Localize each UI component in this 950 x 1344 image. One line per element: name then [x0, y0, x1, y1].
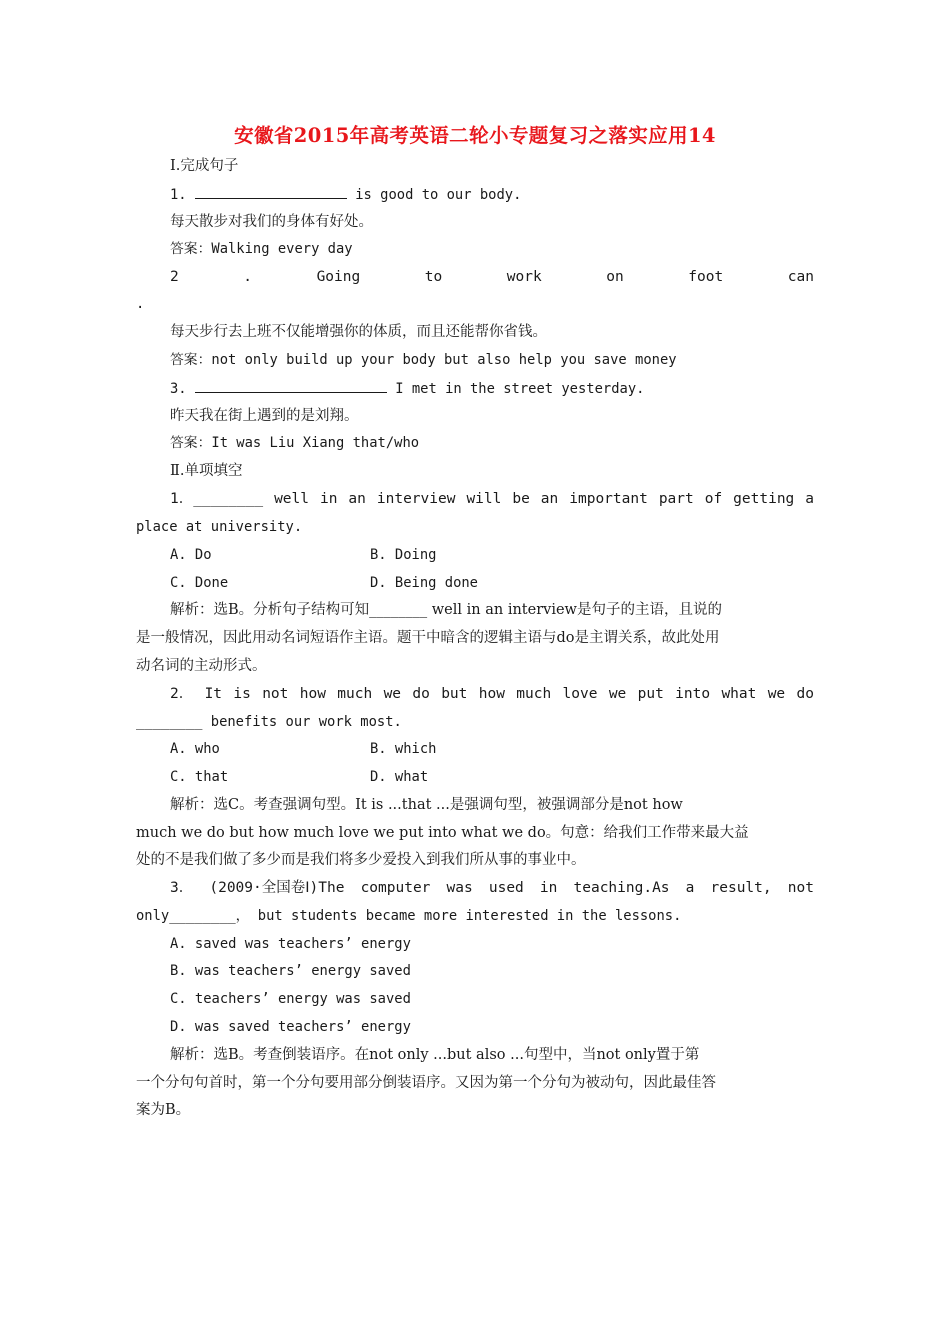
s2-q2-word: put	[637, 686, 664, 702]
s2-q2-word: much	[516, 686, 552, 702]
s2-q2-explanation-2: much we do but how much love we put into what we do。句意：给我们工作带来最大益	[136, 825, 749, 841]
s2-q3-explanation-1: 解析：选B。考查倒装语序。在not only ...but also ...句型中，当not only置于第	[170, 1047, 700, 1063]
s2-q2-word: but	[441, 686, 468, 702]
s2-q3-option-a[interactable]: A. saved was teachers’ energy	[170, 936, 411, 952]
s2-q2-word: do	[796, 686, 814, 702]
s2-q1-word: interview	[376, 491, 456, 507]
s2-q3-word: in	[539, 880, 558, 896]
s1-q2-word: Going	[316, 269, 361, 285]
s2-q1-explanation-2: 是一般情况，因此用动名词短语作主语。题干中暗含的逻辑主语与do是主谓关系，故此处用	[136, 630, 720, 646]
s1-q2-word: 2	[170, 269, 179, 285]
s2-q2-word: 2．	[170, 686, 194, 702]
s2-q3-option-d[interactable]: D. was saved teachers’ energy	[170, 1019, 411, 1035]
s2-q2-word: not	[262, 686, 289, 702]
s2-q3-option-b[interactable]: B. was teachers’ energy saved	[170, 963, 411, 979]
s2-q1-explanation-3: 动名词的主动形式。	[136, 658, 267, 674]
s2-q3-line1	[170, 878, 814, 898]
s2-q3-option-c[interactable]: C. teachers’ energy was saved	[170, 991, 411, 1007]
s2-q3-word: a	[685, 880, 695, 896]
s1-q2-word: to	[424, 269, 443, 285]
s2-q1-word: an	[540, 491, 559, 507]
s2-q2-explanation-3: 处的不是我们做了多少而是我们将多少爱投入到我们所从事的事业中。	[136, 852, 586, 868]
s1-q3-blank[interactable]	[195, 378, 387, 393]
s1-q1-line	[170, 184, 521, 205]
s1-q2-word: work	[506, 269, 542, 285]
s1-q2-word: .	[243, 269, 253, 285]
s2-q1-word: part	[658, 491, 694, 507]
s2-q3-word: was	[446, 880, 473, 896]
s2-q2-explanation-1: 解析：选C。考查强调句型。It is ...that ...是强调句型，被强调部分是not how	[170, 797, 683, 813]
s2-q3-word: not	[787, 880, 814, 896]
s2-q2-word: we	[383, 686, 402, 702]
s2-q3-word: result,	[710, 880, 772, 896]
s2-q3-word: teaching.As	[573, 880, 670, 896]
s2-q1-word: will	[466, 491, 502, 507]
s2-q3-line2: only________， but students became more interested in the lessons.	[136, 908, 682, 924]
s2-q3-explanation-3: 案为B。	[136, 1102, 191, 1118]
section2-heading: Ⅱ.单项填空	[170, 463, 243, 479]
s2-q1-word: be	[512, 491, 530, 507]
s1-q1-rest: is good to our body.	[346, 187, 522, 203]
s1-q2-word: on	[606, 269, 624, 285]
s2-q2-word: It	[204, 686, 223, 702]
s1-q1-number: 1.	[170, 187, 187, 203]
s1-q3-rest: I met in the street yesterday.	[386, 381, 645, 397]
s2-q2-option-b[interactable]: B. which	[370, 741, 437, 757]
s2-q3-word: (2009·全国卷Ⅰ)The	[209, 880, 345, 896]
s2-q2-word: we	[608, 686, 627, 702]
s2-q2-option-d[interactable]: D. what	[370, 769, 429, 785]
s2-q1-option-d[interactable]: D. Being done	[370, 575, 478, 591]
s1-q2-tail: .	[136, 296, 145, 312]
s1-q2-answer: 答案：not only build up your body but also help you save money	[170, 352, 677, 368]
s2-q2-word: we	[767, 686, 786, 702]
s2-q1-explanation-1: 解析：选B。分析句子结构可知________ well in an interview是句子的主语，且说的	[170, 602, 722, 618]
s2-q1-word: a	[805, 491, 814, 507]
s2-q2-word: how	[299, 686, 326, 702]
s1-q3-chinese: 昨天我在街上遇到的是刘翔。	[170, 408, 359, 424]
s2-q1-option-b[interactable]: B. Doing	[370, 547, 437, 563]
s1-q2-word: can	[787, 269, 814, 285]
s2-q1-word: important	[569, 491, 648, 507]
s2-q1-word: getting	[733, 491, 795, 507]
s2-q2-word: much	[337, 686, 373, 702]
s2-q2-option-c[interactable]: C. that	[170, 769, 229, 785]
s2-q1-line2: place at university.	[136, 519, 303, 535]
s2-q1-word: an	[348, 491, 366, 507]
s2-q2-word: love	[562, 686, 598, 702]
s2-q2-word: what	[721, 686, 757, 702]
document-title: 安徽省2015年高考英语二轮小专题复习之落实应用14	[234, 124, 716, 147]
s1-q1-chinese: 每天散步对我们的身体有好处。	[170, 214, 373, 230]
s2-q2-word: into	[675, 686, 711, 702]
s2-q3-word: 3．	[170, 880, 194, 896]
s2-q1-word: 1．________	[170, 491, 264, 507]
s1-q1-blank[interactable]	[195, 184, 347, 199]
section1-heading: Ⅰ.完成句子	[170, 158, 239, 174]
s2-q2-word: is	[233, 686, 251, 702]
s2-q2-word: how	[478, 686, 505, 702]
s1-q2-chinese: 每天步行去上班不仅能增强你的体质，而且还能帮你省钱。	[170, 324, 547, 340]
s2-q2-option-a[interactable]: A. who	[170, 741, 220, 757]
s2-q2-line1	[170, 684, 814, 704]
s1-q2-word: foot	[688, 269, 724, 285]
s2-q3-word: computer	[360, 880, 431, 896]
s1-q3-number: 3.	[170, 381, 187, 397]
s2-q1-option-c[interactable]: C. Done	[170, 575, 229, 591]
s2-q3-explanation-2: 一个分句句首时，第一个分句要用部分倒装语序。又因为第一个分句为被动句，因此最佳答	[136, 1075, 716, 1091]
s2-q1-option-a[interactable]: A. Do	[170, 547, 212, 563]
s1-q3-line	[170, 378, 644, 399]
s2-q2-word: do	[412, 686, 430, 702]
s1-q1-answer: 答案：Walking every day	[170, 241, 353, 257]
s2-q1-word: of	[704, 491, 723, 507]
s2-q1-word: in	[319, 491, 338, 507]
s1-q2-line	[170, 267, 814, 287]
s2-q1-word: well	[274, 491, 309, 507]
s1-q3-answer: 答案：It was Liu Xiang that/who	[170, 435, 420, 451]
s2-q1-line1	[170, 489, 814, 509]
s2-q3-word: used	[488, 880, 524, 896]
s2-q2-line2: ________ benefits our work most.	[136, 714, 402, 730]
